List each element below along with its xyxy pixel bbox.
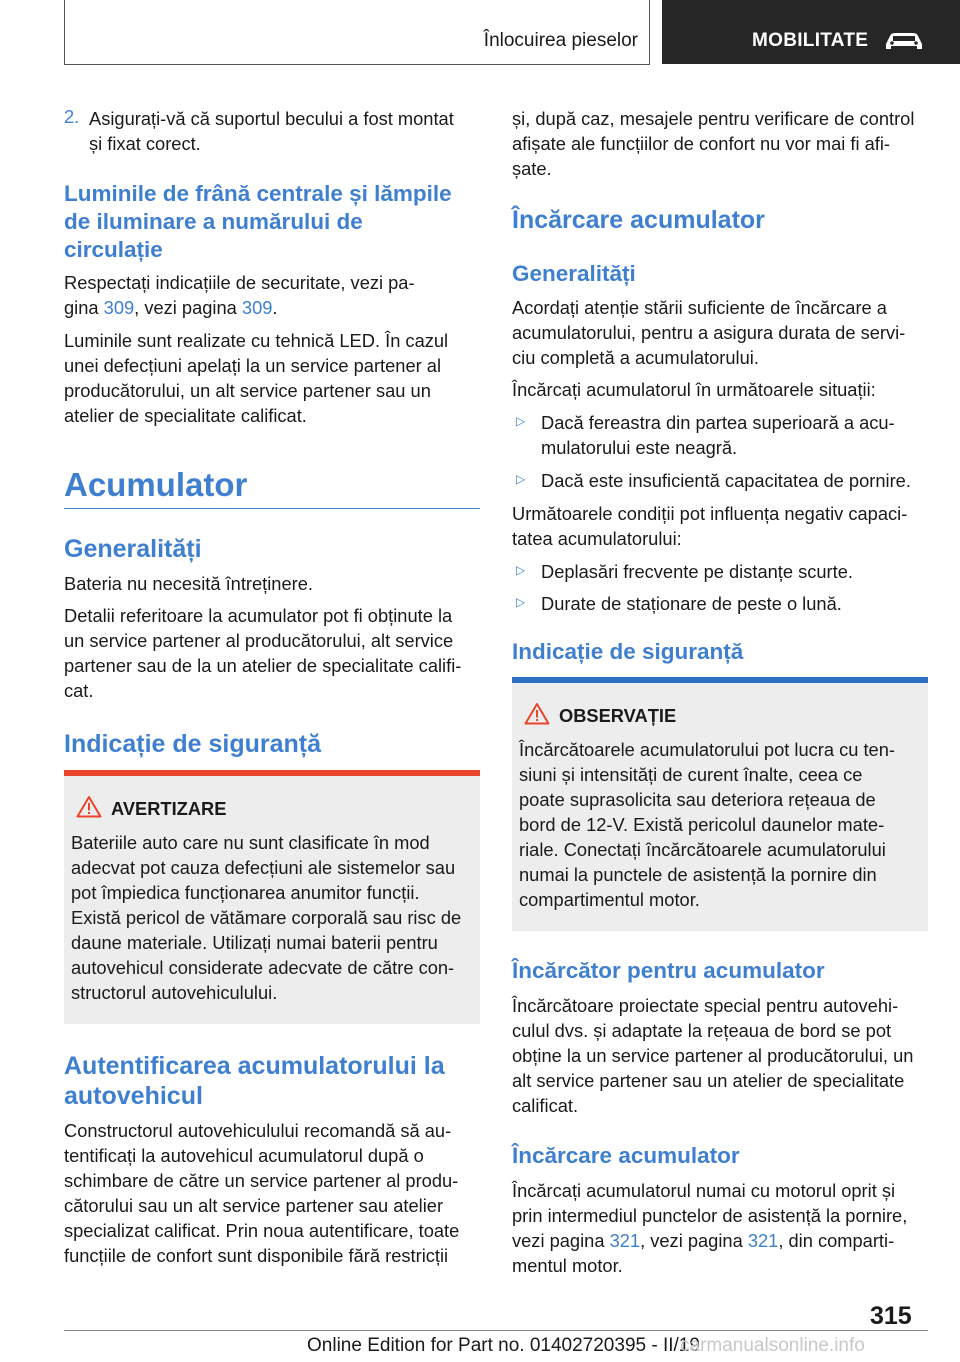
warning-text: structorul autovehiculului. [71,982,278,1003]
list-item-text: Dacă este insuficientă capacitatea de pornire. [541,470,911,491]
notice-text: siuni și intensități de curent înalte, ceea ce [519,764,863,785]
paragraph [64,295,278,320]
watermark: carmanualsonline.info [680,1335,865,1356]
list-item-text: și fixat corect. [89,133,201,154]
warning-bar [64,770,480,776]
section-heading: Încărcare acumulator [512,206,765,234]
subsection-heading: Indicație de siguranță [512,639,744,664]
section-heading: Generalități [64,535,202,563]
paragraph: Bateria nu necesită întreținere. [64,573,313,594]
paragraph: prin intermediul punctelor de asistență la pornire, [512,1205,908,1226]
section-heading: autovehicul [64,1082,203,1110]
paragraph: acumulatorului, pentru a asigura durata de servi‐ [512,322,906,343]
text: , vezi pagina [640,1230,748,1251]
page-number: 315 [870,1302,912,1330]
paragraph: Încărcați acumulatorul numai cu motorul oprit și [512,1180,896,1201]
text: , din comparti‐ [778,1230,895,1251]
warning-text: Există pericol de vătămare corporală sau risc de [71,907,462,928]
section-heading: Luminile de frână centrale și lămpile [64,181,452,206]
footer-edition: Online Edition for Part no. 01402720395 - II/19 [307,1335,700,1356]
page-link[interactable]: 309 [103,297,135,318]
warning-triangle-icon [524,702,550,725]
notice-text: Încărcătoarele acumulatorului pot lucra cu ten‐ [519,739,895,760]
subsection-heading: Încărcare acumulator [512,1143,740,1168]
paragraph: Respectați indicațiile de securitate, vezi pa‐ [64,272,415,293]
paragraph: afișate ale funcțiilor de confort nu vor mai fi afi‐ [512,133,890,154]
paragraph: cat. [64,680,94,701]
list-item-text: Asigurați-vă că suportul becului a fost montat [89,108,454,129]
header-chapter-tab[interactable] [662,0,960,64]
paragraph: atelier de specialitate calificat. [64,405,307,426]
section-heading: Indicație de siguranță [64,730,322,758]
page-link[interactable]: 321 [609,1230,641,1251]
paragraph: și, după caz, mesajele pentru verificare de control [512,108,915,129]
notice-box [512,677,928,931]
paragraph: Constructorul autovehiculului recomandă să au‐ [64,1120,452,1141]
header-bottom-rule [64,64,650,65]
warning-text: Bateriile auto care nu sunt clasificate în mod [71,832,430,853]
paragraph: obține la un service partener al producătorului, un [512,1045,914,1066]
paragraph: funcțiile de confort sunt disponibile fără restricții [64,1245,449,1266]
bullet-triangle-icon: ▷ [516,595,526,609]
list-item-text: mulatorului este neagră. [541,437,738,458]
paragraph: Următoarele condiții pot influența negativ capaci‐ [512,503,908,524]
paragraph: șate. [512,158,552,179]
car-icon [882,30,926,52]
notice-text: poate suprasolicita sau deteriora rețeaua de [519,789,876,810]
paragraph: calificat. [512,1095,579,1116]
text: gina [64,297,104,318]
paragraph: ciu completă a acumulatorului. [512,347,759,368]
notice-text: compartimentul motor. [519,889,700,910]
subsection-heading: Generalități [512,261,636,286]
bullet-triangle-icon: ▷ [516,472,526,486]
warning-box [64,770,480,1024]
paragraph: tatea acumulatorului: [512,528,682,549]
paragraph: un service partener al producătorului, alt service [64,630,454,651]
warning-title: AVERTIZARE [111,798,227,819]
header-left-rule [64,0,65,64]
subsection-heading: Încărcător pentru acumulator [512,958,825,983]
notice-text: numai la punctele de asistență la pornire din [519,864,877,885]
header-right-rule [649,0,650,64]
paragraph: Luminile sunt realizate cu tehnică LED. În cazul [64,330,449,351]
warning-text: pot împiedica funcționarea anumitor funcții. [71,882,420,903]
text: . [272,297,278,318]
page-link[interactable]: 321 [747,1230,779,1251]
paragraph: Detalii referitoare la acumulator pot fi obținute la [64,605,453,626]
paragraph: culul dvs. și adaptate la rețeaua de bord se pot [512,1020,892,1041]
list-number: 2. [64,106,80,127]
paragraph [512,1228,894,1253]
header-chapter-label: MOBILITATE [752,30,869,51]
section-heading: Autentificarea acumulatorului la [64,1052,445,1080]
notice-title: OBSERVAȚIE [559,705,677,726]
text: vezi pagina [512,1230,610,1251]
footer-rule [64,1330,928,1331]
paragraph: tentificați la autovehicul acumulatorul după o [64,1145,424,1166]
paragraph: Acordați atenție stării suficiente de încărcare a [512,297,887,318]
heading-rule [64,508,480,509]
notice-text: riale. Conectați încărcătoarele acumulatorului [519,839,886,860]
paragraph: cătorului sau un alt service partener sau atelier [64,1195,444,1216]
chapter-heading: Acumulator [64,466,248,503]
paragraph: mentul motor. [512,1255,623,1276]
paragraph: partener sau de la un atelier de specialitate califi‐ [64,655,462,676]
paragraph: unei defecțiuni apelați la un service partener al [64,355,442,376]
bullet-triangle-icon: ▷ [516,414,526,428]
header-section-title: Înlocuirea pieselor [483,30,638,51]
section-heading: de iluminare a numărului de [64,209,363,234]
warning-text: daune materiale. Utilizați numai baterii pentru [71,932,438,953]
bullet-triangle-icon: ▷ [516,563,526,577]
warning-triangle-icon [76,795,102,818]
paragraph: Încărcătoare proiectate special pentru autovehi‐ [512,995,899,1016]
paragraph: specializat calificat. Prin noua autentificare, toate [64,1220,460,1241]
paragraph: schimbare de către un service partener al produ‐ [64,1170,459,1191]
page-link[interactable]: 309 [241,297,273,318]
notice-text: bord de 12-V. Există pericolul daunelor mate‐ [519,814,885,835]
warning-text: autovehicul considerate adecvate de către con‐ [71,957,455,978]
section-heading: circulație [64,237,163,262]
warning-text: adecvat pot cauza defecțiuni ale sistemelor sau [71,857,456,878]
list-item-text: Deplasări frecvente pe distanțe scurte. [541,561,853,582]
text: , vezi pagina [134,297,242,318]
notice-bar [512,677,928,683]
paragraph: producătorului, un alt service partener sau un [64,380,431,401]
list-item-text: Durate de staționare de peste o lună. [541,593,842,614]
list-item-text: Dacă fereastra din partea superioară a acu‐ [541,412,895,433]
paragraph: Încărcați acumulatorul în următoarele situații: [512,379,876,400]
paragraph: alt service partener sau un atelier de specialitate [512,1070,905,1091]
